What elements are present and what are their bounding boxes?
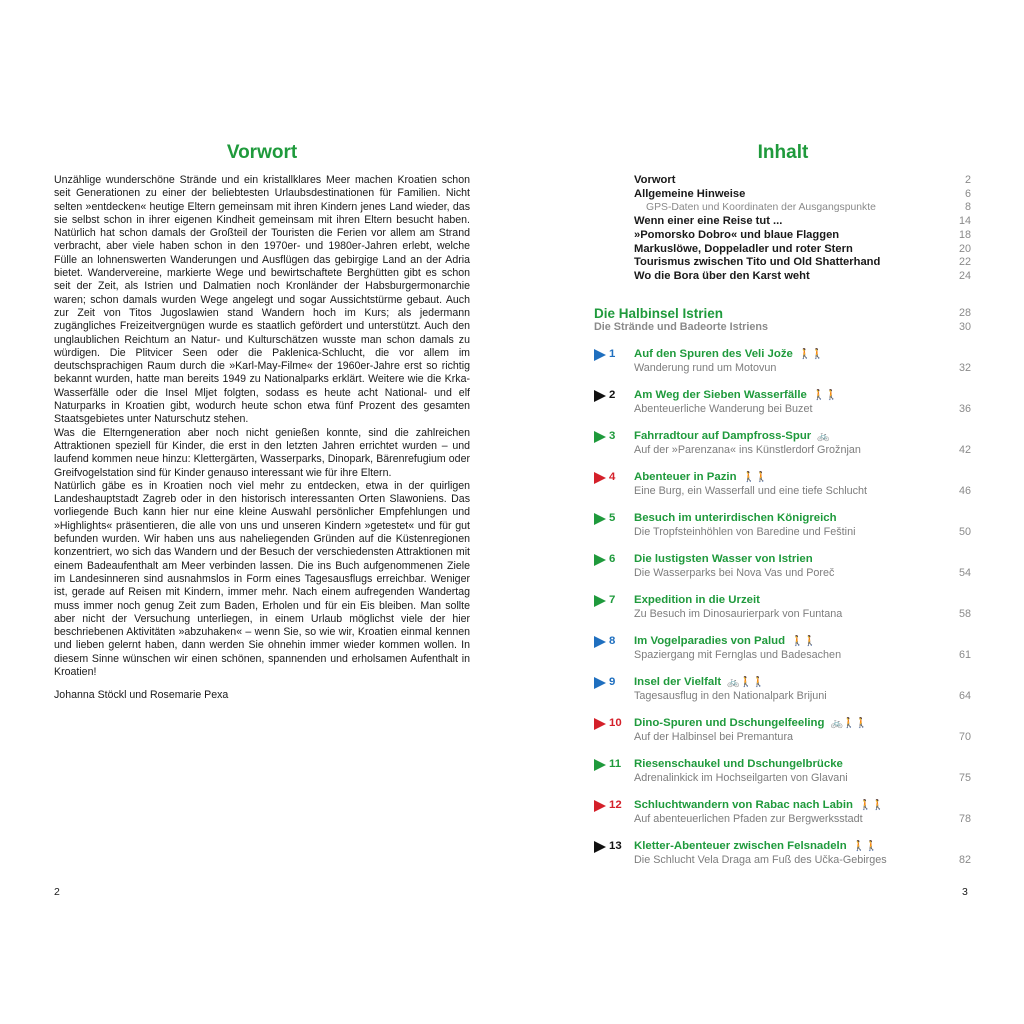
- difficulty-triangle-icon: [594, 554, 606, 566]
- toc-entry-title: Allgemeine Hinweise: [634, 187, 746, 200]
- difficulty-triangle-icon: [594, 636, 606, 648]
- activity-icon: 🚶🚶: [852, 840, 878, 852]
- tour-title: Auf den Spuren des Veli Jože: [634, 347, 793, 360]
- difficulty-triangle-icon: [594, 349, 606, 361]
- tour-subtitle: Eine Burg, ein Wasserfall und eine tiefe Schlucht: [634, 484, 868, 497]
- tour-title-wrap: [634, 675, 765, 690]
- difficulty-triangle-icon: [594, 759, 606, 771]
- tour-number: 5: [609, 511, 616, 524]
- tour-page: 75: [958, 771, 971, 784]
- tour-title: Abenteuer in Pazin: [634, 470, 737, 483]
- tour-number: 6: [609, 552, 616, 565]
- tour-title: Kletter-Abenteuer zwischen Felsnadeln: [634, 839, 847, 852]
- tour-number: 9: [609, 675, 616, 688]
- difficulty-triangle-icon: [594, 800, 606, 812]
- difficulty-triangle-icon: [594, 595, 606, 607]
- tour-title-wrap: [634, 757, 843, 772]
- tour-page: 32: [958, 361, 971, 374]
- tour-title: Die lustigsten Wasser von Istrien: [634, 552, 813, 565]
- toc-general-list: [634, 174, 971, 284]
- tour-number: 4: [609, 470, 616, 483]
- difficulty-triangle-icon: [594, 677, 606, 689]
- page-number-left: 2: [54, 886, 60, 898]
- tour-page: 54: [958, 566, 971, 579]
- activity-icon: 🚶🚶: [859, 799, 884, 811]
- tour-entry[interactable]: [594, 429, 971, 470]
- tour-page: 42: [958, 443, 971, 456]
- toc-entry-page: 6: [964, 187, 971, 200]
- tour-number: 8: [609, 634, 616, 647]
- tour-title-wrap: [634, 511, 837, 526]
- tour-page: 70: [958, 730, 971, 743]
- tour-subtitle: Adrenalinkick im Hochseilgarten von Glavani: [634, 771, 848, 784]
- tour-title: Am Weg der Sieben Wasserfälle: [634, 388, 807, 401]
- toc-entry-title: Wenn einer eine Reise tut ...: [634, 215, 783, 228]
- difficulty-triangle-icon: [594, 513, 606, 525]
- difficulty-triangle-icon: [594, 718, 606, 730]
- tour-number: 10: [609, 716, 622, 729]
- foreword-page: [54, 140, 470, 701]
- tour-entry[interactable]: [594, 757, 971, 798]
- foreword-paragraph: Natürlich gäbe es in Kroatien noch viel mehr zu entdecken, etwa in der quirligen Landeshauptstadt Zagreb oder in den historisch interessanten Orten Slawoniens. Das vorliegende Buch kann hier nur eine kleine Auswahl persönlicher Empfehlungen und »Highlights« präsentieren, die alle von uns und unseren Kindern »getestet« und für gut befunden wurden. Wir haben uns aus naheliegenden Gründen auf die Küstenregionen konzentriert, wo sich das Wandern und der Besuch der verschiedensten Attraktionen mit einem Badeaufenthalt am Meer verbinden lassen. Die ins Buch aufgenommenen Ziele im Landesinneren sind ausnahmslos in Form eines Tagesausflugs erreichbar. Weniger ist, gerade auf Reisen mit Kindern, immer mehr. Nach einem aufregenden Wandertag muss immer noch genug Zeit zum Baden, Erholen und für ein Eis bleiben. Man sollte aber nicht der Versuchung unterliegen, in einem Urlaub möglichst viele der hier beschriebenen Aktivitäten »abzuhaken« – wenn Sie, so wie wir, Kroatien einmal kennen und lieben gelernt haben, dann werden Sie ohnehin immer wieder kommen wollen. In diesem Sinne wünschen wir einen schönen, spannenden und erholsamen Aufenthalt in Kroatien!: [54, 479, 470, 678]
- tour-title: Insel der Vielfalt: [634, 675, 722, 688]
- toc-entry-title: Tourismus zwischen Tito und Old Shatterhand: [634, 256, 881, 269]
- tour-subtitle: Wanderung rund um Motovun: [634, 361, 777, 374]
- tour-entry[interactable]: [594, 470, 971, 511]
- tour-title-wrap: [634, 388, 838, 403]
- tour-number: 2: [609, 388, 616, 401]
- toc-entry-page: 22: [958, 256, 971, 269]
- activity-icon: 🚶🚶: [812, 389, 838, 401]
- tour-title-wrap: [634, 593, 760, 608]
- tour-subtitle: Auf abenteuerlichen Pfaden zur Bergwerksstadt: [634, 812, 863, 825]
- tour-title-wrap: [634, 552, 813, 567]
- tour-title: Schluchtwandern von Rabac nach Labin: [634, 798, 853, 811]
- foreword-paragraph: Was die Elterngeneration aber noch nicht genießen konnte, sind die zahlreichen Attraktionen speziell für Kinder, die erst in den letzten Jahren errichtet wurden – und laufend kommen neue hinzu: Klettergärten, Wasserparks, Dinopark, Bärenrefugium oder Greifvogelstation sind für Kinder genauso interessant wie für ihre Eltern.: [54, 426, 470, 479]
- toc-entry[interactable]: [634, 174, 971, 188]
- foreword-title: Vorwort: [226, 142, 298, 163]
- tour-title-wrap: [634, 839, 878, 854]
- toc-region: [594, 306, 971, 334]
- tour-number: 11: [609, 757, 622, 770]
- tour-title: Dino-Spuren und Dschungelfeeling: [634, 716, 825, 729]
- tour-subtitle: Tagesausflug in den Nationalpark Brijuni: [634, 689, 827, 702]
- activity-icon: 🚲🚶🚶: [830, 717, 868, 729]
- tour-number: 13: [609, 839, 622, 852]
- activity-icon: 🚲🚶🚶: [727, 676, 765, 688]
- tour-page: 64: [958, 689, 971, 702]
- tour-entry[interactable]: [594, 675, 971, 716]
- tour-entry[interactable]: [594, 593, 971, 634]
- toc-region-subentry[interactable]: [594, 321, 971, 334]
- region-page: 28: [958, 306, 971, 319]
- toc-entry[interactable]: [634, 201, 971, 215]
- region-subtitle: Die Strände und Badeorte Istriens: [594, 320, 768, 333]
- tour-number: 3: [609, 429, 616, 442]
- toc-entry-title: »Pomorsko Dobro« und blaue Flaggen: [634, 228, 840, 241]
- tour-title: Expedition in die Urzeit: [634, 593, 760, 606]
- tour-title-wrap: [634, 798, 884, 813]
- tour-entry[interactable]: [594, 347, 971, 388]
- tour-title-wrap: [634, 634, 816, 649]
- toc-entry-page: 8: [964, 201, 971, 214]
- tour-subtitle: Die Schlucht Vela Draga am Fuß des Učka-Gebirges: [634, 853, 887, 866]
- difficulty-triangle-icon: [594, 472, 606, 484]
- tour-entry[interactable]: [594, 798, 971, 839]
- toc-entry-page: 2: [964, 174, 971, 186]
- tour-subtitle: Zu Besuch im Dinosaurierpark von Funtana: [634, 607, 843, 620]
- toc-entry[interactable]: [634, 229, 971, 243]
- tour-page: 78: [958, 812, 971, 825]
- activity-icon: 🚶🚶: [798, 348, 824, 360]
- difficulty-triangle-icon: [594, 841, 606, 853]
- toc-entry-page: 20: [958, 242, 971, 255]
- foreword-signature: Johanna Stöckl und Rosemarie Pexa: [54, 689, 229, 702]
- toc-entry-title: Wo die Bora über den Karst weht: [634, 269, 810, 282]
- region-title: Die Halbinsel Istrien: [594, 305, 724, 321]
- contents-page: [594, 140, 972, 880]
- tour-entry[interactable]: [594, 388, 971, 429]
- tour-entry[interactable]: [594, 839, 971, 880]
- region-subtitle-page: 30: [958, 320, 971, 333]
- contents-title: Inhalt: [757, 142, 809, 163]
- tour-subtitle: Auf der »Parenzana« ins Künstlerdorf Grožnjan: [634, 443, 861, 456]
- activity-icon: 🚶🚶: [791, 635, 816, 647]
- tour-title-wrap: [634, 429, 830, 444]
- toc-entry-page: 14: [958, 215, 971, 228]
- toc-entry[interactable]: [634, 270, 971, 284]
- tour-entry[interactable]: [594, 716, 971, 757]
- tour-page: 82: [958, 853, 971, 866]
- toc-entry-title: GPS-Daten und Koordinaten der Ausgangspunkte: [646, 202, 876, 214]
- tour-page: 61: [958, 648, 971, 661]
- tour-subtitle: Die Wasserparks bei Nova Vas und Poreč: [634, 566, 835, 579]
- tour-title: Besuch im unterirdischen Königreich: [634, 511, 837, 524]
- toc-entry-title: Markuslöwe, Doppeladler und roter Stern: [634, 242, 853, 255]
- tour-entry[interactable]: [594, 552, 971, 593]
- tour-list: [594, 347, 972, 880]
- toc-entry[interactable]: [634, 215, 971, 229]
- tour-title: Im Vogelparadies von Palud: [634, 634, 786, 647]
- tour-entry[interactable]: [594, 634, 971, 675]
- toc-entry-page: 24: [958, 269, 971, 282]
- difficulty-triangle-icon: [594, 431, 606, 443]
- difficulty-triangle-icon: [594, 390, 606, 402]
- tour-page: 50: [958, 525, 971, 538]
- foreword-text: [54, 174, 470, 679]
- tour-page: 46: [958, 484, 971, 497]
- tour-entry[interactable]: [594, 511, 971, 552]
- tour-page: 36: [958, 402, 971, 415]
- toc-region-entry[interactable]: [594, 306, 971, 321]
- toc-entry[interactable]: [634, 188, 971, 202]
- toc-entry[interactable]: [634, 243, 971, 257]
- tour-title-wrap: [634, 347, 824, 362]
- activity-icon: 🚲: [817, 430, 830, 442]
- tour-number: 1: [609, 347, 616, 360]
- tour-subtitle: Spaziergang mit Fernglas und Badesachen: [634, 648, 842, 661]
- tour-subtitle: Die Tropfsteinhöhlen von Baredine und Feštini: [634, 525, 856, 538]
- tour-subtitle: Auf der Halbinsel bei Premantura: [634, 730, 794, 743]
- tour-number: 12: [609, 798, 622, 811]
- toc-entry-title: Vorwort: [634, 174, 676, 186]
- page-number-right: 3: [962, 886, 968, 898]
- tour-subtitle: Abenteuerliche Wanderung bei Buzet: [634, 402, 813, 415]
- tour-title-wrap: [634, 470, 767, 485]
- foreword-paragraph: Unzählige wunderschöne Strände und ein kristallklares Meer machen Kroatien schon seit Generationen zu einer der beliebtesten Urlaubsdestinationen für Familien. Nicht selten »entdecken« heutige Eltern gemeinsam mit ihren Kindern jenes Land wieder, das sie selbst schon in ihrer eigenen Kindheit gemeinsam mit ihren Eltern besucht haben. Natürlich hat schon damals der Großteil der Touristen die Ferien vor allem am Strand verbracht, aber viele haben schon in den 1970er- und 1980er-Jahren erlebt, welche Fülle an lohnenswerten Wanderungen und Ausflügen das gebirgige Land an der Adria bietet. Wandervereine, markierte Wege und bewirtschaftete Berghütten gibt es schon seit der Zeit, als Istrien und Dalmatien noch Kronländer der Habsburgermonarchie waren; schon damals wurden Wege angelegt und sogar Aussichtstürme gebaut. Auch zur Zeit von Titos Jugoslawien stand Wandern hoch im Kurs; als jedermann zugängliches Freizeitvergnügen wurde es staatlich gefördert und unterstützt. Auch den unglaublichen Reichtum an Natur- und Kulturschätzen wusste man schon damals zu würdigen. Die Plitvicer Seen oder die Paklenica-Schlucht, die vor allem im deutschsprachigen Raum durch die »Karl-May-Filme« der 1960er-Jahre erst so richtig bekannt wurden, hatte man bereits 1949 zu Nationalparks erklärt. Weitere wie die Krka-Wasserfälle oder die Insel Mljet folgten, sodass es heute acht National- und elf Naturparks in Kroatien gibt, wodurch heute schon etwa fünf Prozent des gesamten Staatsgebietes unter Naturschutz stehen.: [54, 174, 470, 426]
- tour-title-wrap: [634, 716, 868, 731]
- tour-number: 7: [609, 593, 616, 606]
- tour-title: Fahrradtour auf Dampfross-Spur: [634, 429, 812, 442]
- tour-page: 58: [958, 607, 971, 620]
- toc-entry[interactable]: [634, 256, 971, 270]
- toc-entry-page: 18: [958, 228, 971, 241]
- tour-title: Riesenschaukel und Dschungelbrücke: [634, 757, 843, 770]
- activity-icon: 🚶🚶: [742, 471, 768, 483]
